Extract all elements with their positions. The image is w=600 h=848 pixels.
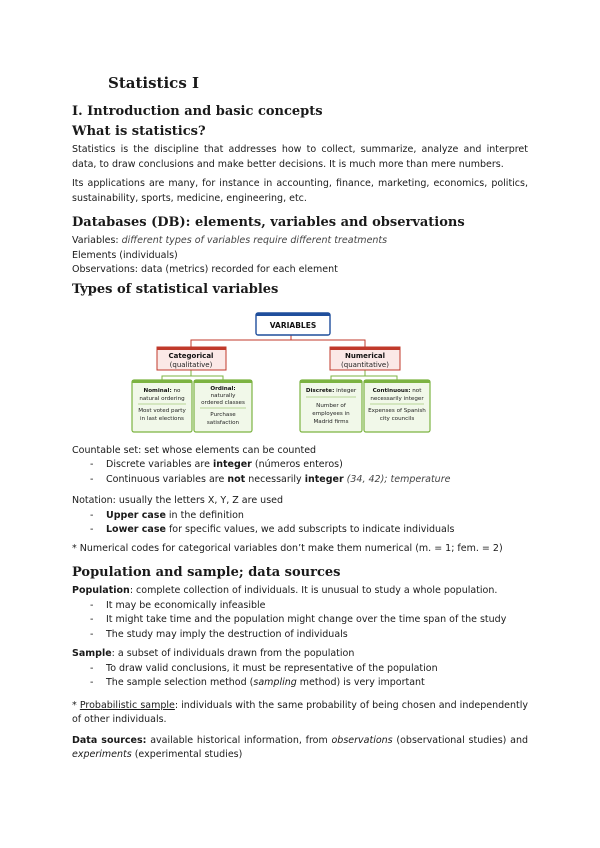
document-title: Statistics I <box>108 74 199 92</box>
connector-categorical-nominal <box>162 370 191 380</box>
discrete-box-bar <box>300 380 362 383</box>
list-item: - To draw valid conclusions, it must be representative of the population <box>90 662 528 677</box>
nominal-example-line1: Most voted party <box>138 407 186 414</box>
list-item: - Continuous variables are not necessarily integer (34, 42); temperature <box>90 473 528 488</box>
databases-variables-line: Variables: different types of variables require different treatments <box>72 235 388 246</box>
variables-diagram <box>72 304 528 442</box>
databases-observations-line: Observations: data (metrics) recorded for each element <box>72 264 338 275</box>
continuous-label: Continuous: not <box>372 387 422 394</box>
sample-list <box>72 662 528 691</box>
paragraph-applications: Its applications are many, for instance in accounting, finance, marketing, economics, politics, sustainability, sports, medicine, engineering, etc. <box>72 178 528 204</box>
list-item: - It might take time and the population might change over the time span of the study <box>90 613 528 628</box>
numerical-title: Numerical <box>344 351 386 360</box>
categorical-subtitle: (qualitative) <box>169 360 213 369</box>
nominal-label-line2: natural ordering <box>139 395 185 402</box>
notation-list <box>72 509 528 538</box>
ordinal-box-bar <box>194 380 252 383</box>
discrete-example-line1: Number of <box>316 402 346 409</box>
diagram-connectors <box>191 334 365 347</box>
root-label: VARIABLES <box>269 320 317 330</box>
discrete-example-line2: employees in <box>312 410 350 417</box>
data-sources-paragraph: Data sources: available historical information, from observations (observational studies) and experiments (experimental studies) <box>72 734 529 760</box>
probabilistic-sample-note: * Probabilistic sample: individuals with the same probability of being chosen and independently of other individuals. <box>72 699 528 725</box>
numerical-codes-note: * Numerical codes for categorical variables don’t make them numerical (m. = 1; fem. = 2) <box>72 542 503 554</box>
subheading-population-sample: Population and sample; data sources <box>72 565 341 580</box>
ordinal-label: Ordinal: <box>210 385 236 392</box>
connector-categorical-ordinal <box>191 376 223 380</box>
root-box-bar <box>256 313 330 316</box>
continuous-example-line1: Expenses of Spanish <box>368 407 426 414</box>
population-definition: Population: complete collection of individuals. It is unusual to study a whole population. <box>72 585 498 596</box>
continuous-example-line2: city councils <box>379 415 415 422</box>
list-item: - It may be economically infeasible <box>90 599 528 614</box>
list-item: - Discrete variables are integer (números enteros) <box>90 458 528 473</box>
variables-diagram-svg <box>72 304 528 442</box>
discrete-example-line3: Madrid firms <box>313 418 349 425</box>
databases-elements-line: Elements (individuals) <box>72 249 178 261</box>
nominal-box-bar <box>132 380 192 383</box>
document-content <box>72 72 528 763</box>
paragraph-definition: Statistics is the discipline that addresses how to collect, summarize, analyze and interpret data, to draw conclusions and make better decisions. It is much more than mere numbers. <box>72 144 528 170</box>
list-item: - The study may imply the destruction of individuals <box>90 628 528 643</box>
list-item: - The sample selection method (sampling method) is very important <box>90 676 528 691</box>
notation-line: Notation: usually the letters X, Y, Z are used <box>72 495 284 506</box>
countable-set-line: Countable set: set whose elements can be counted <box>72 444 317 456</box>
nominal-example-line2: in last elections <box>140 415 184 422</box>
discrete-label: Discrete: integer <box>305 387 357 394</box>
connector-root-numerical <box>291 340 365 347</box>
ordinal-label-line2: naturally <box>210 392 236 399</box>
connector-root-categorical <box>191 334 291 347</box>
categorical-title: Categorical <box>168 351 214 360</box>
continuous-box-bar <box>364 380 430 383</box>
numerical-box-bar <box>330 347 400 350</box>
connector-numerical-discrete <box>331 370 365 380</box>
discrete-continuous-list <box>72 458 528 487</box>
numerical-subtitle: (quantitative) <box>341 360 389 369</box>
nominal-label: Nominal: no <box>143 387 181 394</box>
population-list <box>72 599 528 643</box>
connector-numerical-continuous <box>365 376 397 380</box>
sample-definition: Sample: a subset of individuals drawn from the population <box>72 648 355 659</box>
continuous-label-line2: necessarily integer <box>370 395 424 402</box>
section-heading-intro: I. Introduction and basic concepts <box>72 104 323 119</box>
list-item: - Lower case for specific values, we add subscripts to indicate individuals <box>90 523 528 538</box>
ordinal-example-line1: Purchase <box>210 411 236 418</box>
ordinal-label-line3: ordered classes <box>201 399 245 406</box>
ordinal-example-line2: satisfaction <box>206 419 240 426</box>
list-item: - Upper case in the definition <box>90 509 528 524</box>
subheading-databases: Databases (DB): elements, variables and observations <box>72 215 465 230</box>
categorical-box-bar <box>157 347 226 350</box>
diagram-leaf-connectors <box>162 370 397 380</box>
subheading-types-of-variables: Types of statistical variables <box>72 281 279 297</box>
subheading-what-is-statistics: What is statistics? <box>72 124 206 139</box>
